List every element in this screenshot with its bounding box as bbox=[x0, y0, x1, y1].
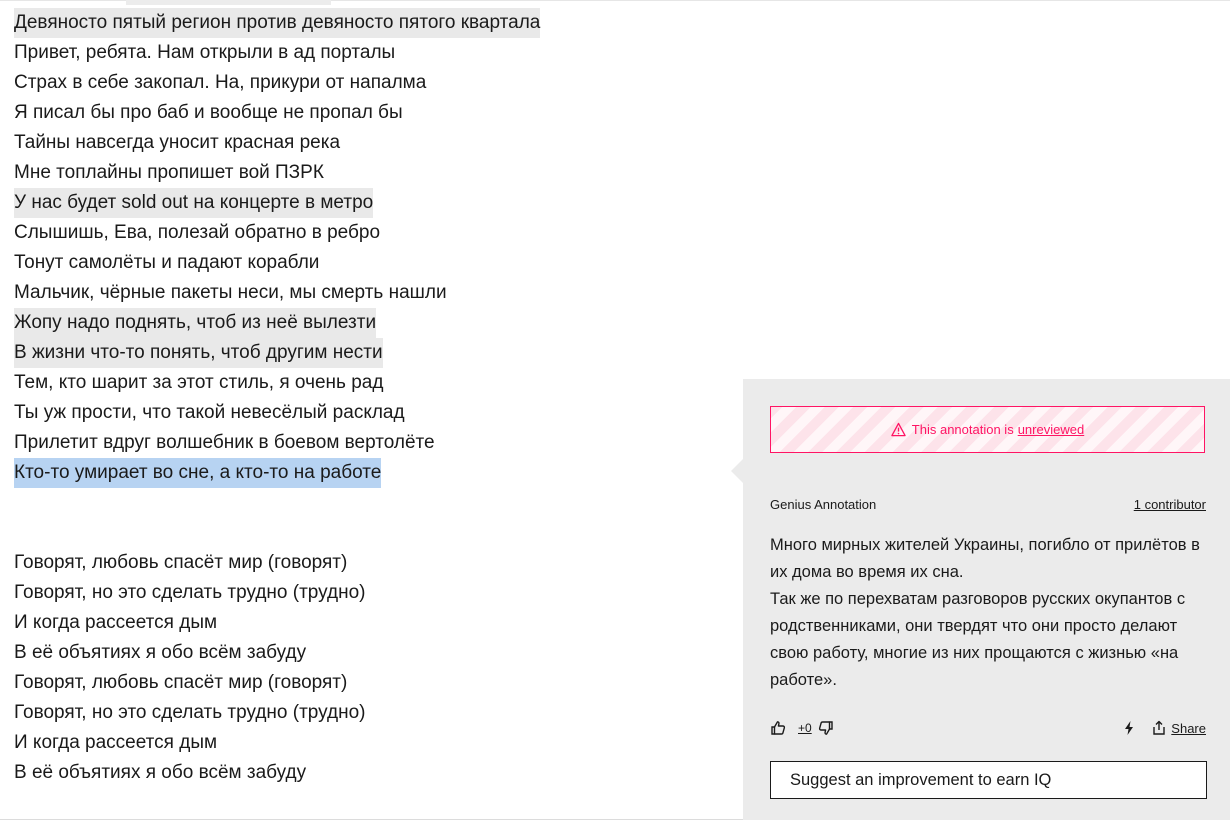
thumbs-down-icon[interactable] bbox=[818, 720, 834, 736]
lightning-icon[interactable] bbox=[1121, 720, 1137, 736]
annotation-body bbox=[770, 532, 1210, 694]
annotation-meta bbox=[770, 497, 1206, 512]
unreviewed-link[interactable]: unreviewed bbox=[1017, 422, 1085, 437]
lyrics-body bbox=[14, 8, 724, 788]
selected-lyric-line[interactable] bbox=[14, 458, 724, 488]
lyric-text: Кто-то умирает во сне, а кто-то на работе bbox=[14, 458, 381, 488]
lyric-line bbox=[14, 398, 724, 428]
annotation-paragraph: Много мирных жителей Украины, погибло от прилётов в их дома во время их сна. bbox=[770, 536, 1200, 581]
contributors-link[interactable]: 1 contributor bbox=[1133, 497, 1206, 512]
lyric-line bbox=[14, 428, 724, 458]
verse-gap bbox=[14, 488, 724, 548]
lyric-text: Тайны навсегда уносит красная река bbox=[14, 132, 341, 153]
lyric-line bbox=[14, 98, 724, 128]
lyric-line[interactable] bbox=[14, 188, 724, 218]
lyric-text: Страх в себе закопал. На, прикури от напалма bbox=[14, 72, 427, 93]
lyric-text: В жизни что-то понять, чтоб другим нести bbox=[14, 338, 383, 368]
annotation-panel bbox=[743, 379, 1230, 820]
lyric-text: В её объятиях я обо всём забуду bbox=[14, 642, 307, 663]
lyric-text: Говорят, но это сделать трудно (трудно) bbox=[14, 702, 366, 723]
chorus-line bbox=[14, 728, 724, 758]
lyric-text: Привет, ребята. Нам открыли в ад порталы bbox=[14, 42, 396, 63]
lyric-text: У нас будет sold out на концерте в метро bbox=[14, 188, 373, 218]
vote-count[interactable]: +0 bbox=[798, 721, 812, 735]
lyric-text: Тем, кто шарит за этот стиль, я очень рад bbox=[14, 372, 384, 393]
lyric-text: И когда рассеется дым bbox=[14, 612, 218, 633]
warning-text: This annotation is bbox=[911, 422, 1014, 437]
chorus-line bbox=[14, 698, 724, 728]
lyric-line bbox=[14, 68, 724, 98]
chorus-line bbox=[14, 608, 724, 638]
chorus-line bbox=[14, 758, 724, 788]
lyric-line bbox=[14, 368, 724, 398]
annotation-label: Genius Annotation bbox=[770, 497, 877, 512]
lyric-line[interactable] bbox=[14, 338, 724, 368]
lyric-line[interactable] bbox=[14, 308, 724, 338]
lyric-line bbox=[14, 248, 724, 278]
lyric-line bbox=[14, 158, 724, 188]
lyric-text: Говорят, любовь спасёт мир (говорят) bbox=[14, 672, 348, 693]
lyric-line bbox=[14, 278, 724, 308]
lyric-text: Прилетит вдруг волшебник в боевом вертолёте bbox=[14, 432, 435, 453]
share-icon[interactable] bbox=[1151, 720, 1167, 736]
chorus-line bbox=[14, 548, 724, 578]
warning-triangle-icon bbox=[891, 422, 906, 437]
lyric-line bbox=[14, 128, 724, 158]
lyric-text: Жопу надо поднять, чтоб из неё вылезти bbox=[14, 308, 376, 338]
lyric-text: Слышишь, Ева, полезай обратно в ребро bbox=[14, 222, 381, 243]
lyric-text: Мальчик, чёрные пакеты неси, мы смерть нашли bbox=[14, 282, 447, 303]
lyric-text: Ты уж прости, что такой невесёлый расклад bbox=[14, 402, 405, 423]
annotation-actions bbox=[770, 717, 1206, 739]
lyric-text: Я писал бы про баб и вообще не пропал бы bbox=[14, 102, 403, 123]
thumbs-up-icon[interactable] bbox=[770, 720, 786, 736]
chorus-line bbox=[14, 578, 724, 608]
lyric-line[interactable] bbox=[14, 8, 724, 38]
lyric-text: Мне топлайны пропишет вой ПЗРК bbox=[14, 162, 324, 183]
suggest-improvement-input[interactable]: Suggest an improvement to earn IQ bbox=[770, 761, 1207, 799]
share-button[interactable]: Share bbox=[1171, 720, 1206, 736]
lyric-text: Говорят, любовь спасёт мир (говорят) bbox=[14, 552, 348, 573]
annotation-paragraph: Так же по перехватам разговоров русских окупантов с родственниками, они твердят что они просто делают свою работу, многие из них прощаются с жизнью «на работе». bbox=[770, 590, 1186, 689]
lyric-text: Тонут самолёты и падают корабли bbox=[14, 252, 320, 273]
unreviewed-warning bbox=[770, 406, 1205, 453]
lyric-text: И когда рассеется дым bbox=[14, 732, 218, 753]
chorus-line bbox=[14, 668, 724, 698]
lyric-text: Девяносто пятый регион против девяносто пятого квартала bbox=[14, 8, 540, 38]
lyric-line bbox=[14, 218, 724, 248]
previous-line-highlight bbox=[126, 0, 331, 5]
lyric-text: Говорят, но это сделать трудно (трудно) bbox=[14, 582, 366, 603]
annotation-pointer bbox=[731, 459, 743, 483]
lyric-text: В её объятиях я обо всём забуду bbox=[14, 762, 307, 783]
chorus-line bbox=[14, 638, 724, 668]
lyric-line bbox=[14, 38, 724, 68]
